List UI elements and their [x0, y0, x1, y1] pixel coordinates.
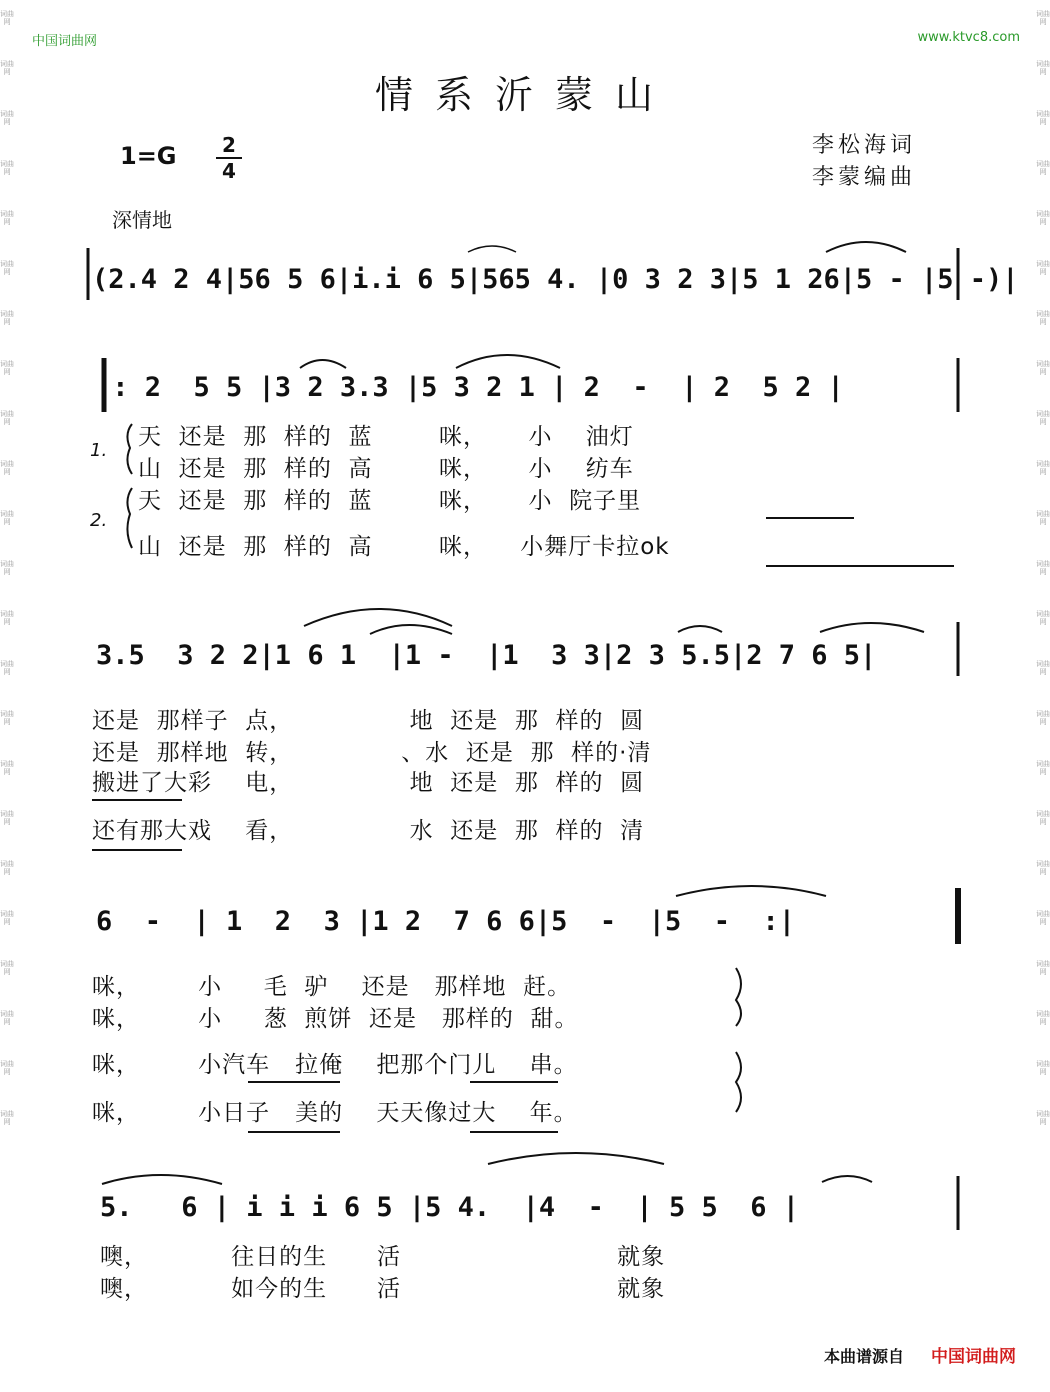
watermark-glyph: 词曲网	[1036, 810, 1050, 826]
watermark-glyph: 词曲网	[1036, 610, 1050, 626]
watermark-glyph: 词曲网	[0, 710, 14, 726]
site-url-right[interactable]: www.ktvc8.com	[917, 30, 1020, 45]
watermark-glyph: 词曲网	[1036, 1060, 1050, 1076]
source-label: 本曲谱源自	[823, 1347, 904, 1366]
watermark-glyph: 词曲网	[0, 510, 14, 526]
lyric-line: 搬进了大彩 电， 地 还是 那 样的 圆	[92, 770, 645, 796]
watermark-glyph: 词曲网	[1036, 910, 1050, 926]
watermark-glyph: 词曲网	[1036, 1010, 1050, 1026]
watermark-glyph: 词曲网	[1036, 160, 1050, 176]
watermark-glyph: 词曲网	[0, 910, 14, 926]
notation-row-1: (2.4 2 4|56 5 6|i.i 6 5|565 4. |0 3 2 3|5 1 26|5 - |5 -)|	[92, 264, 1019, 295]
lyric-line: 还有那大戏 看， 水 还是 那 样的 清	[92, 818, 645, 844]
time-signature-bottom: 4	[222, 159, 236, 183]
site-name-left[interactable]: 中国词曲网	[32, 34, 98, 49]
watermark-glyph: 词曲网	[1036, 1110, 1050, 1126]
lyric-line: 天 还是 那 样的 蓝 咪， 小 院子里	[138, 488, 642, 514]
watermark-glyph: 词曲网	[0, 1010, 14, 1026]
watermark-glyph: 词曲网	[0, 10, 14, 26]
key-signature: 1=G	[120, 142, 177, 170]
watermark-glyph: 词曲网	[0, 660, 14, 676]
watermark-glyph: 词曲网	[0, 360, 14, 376]
watermark-glyph: 词曲网	[0, 110, 14, 126]
watermark-glyph: 词曲网	[1036, 710, 1050, 726]
watermark-glyph: 词曲网	[1036, 360, 1050, 376]
watermark-glyph: 词曲网	[0, 60, 14, 76]
lyric-line: 咪， 小日子 美的 天天像过大 年。	[92, 1100, 578, 1126]
watermark-glyph: 词曲网	[0, 160, 14, 176]
watermark-glyph: 词曲网	[1036, 10, 1050, 26]
watermark-glyph: 词曲网	[1036, 210, 1050, 226]
watermark-glyph: 词曲网	[1036, 960, 1050, 976]
source-site-link[interactable]: 中国词曲网	[931, 1347, 1016, 1367]
watermark-glyph: 词曲网	[0, 310, 14, 326]
watermark-glyph: 词曲网	[1036, 860, 1050, 876]
watermark-glyph: 词曲网	[1036, 660, 1050, 676]
watermark-glyph: 词曲网	[0, 1110, 14, 1126]
song-title: 情系沂蒙山	[374, 73, 675, 117]
tempo-marking: 深情地	[112, 208, 172, 232]
lyricist-credit: 李松海词	[812, 133, 917, 158]
watermark-glyph: 词曲网	[0, 410, 14, 426]
watermark-glyph: 词曲网	[1036, 510, 1050, 526]
composer-credit: 李蒙编曲	[812, 165, 917, 190]
watermark-glyph: 词曲网	[0, 760, 14, 776]
lyric-line: 咪， 小 毛 驴 还是 那样地 赶。	[92, 974, 572, 1000]
watermark-glyph: 词曲网	[1036, 760, 1050, 776]
lyric-line: 山 还是 那 样的 高 咪， 小 纺车	[138, 456, 634, 482]
lyric-line: 还是 那样子 点， 地 还是 那 样的 圆	[92, 708, 645, 734]
watermark-glyph: 词曲网	[0, 460, 14, 476]
lyric-line: 咪， 小汽车 拉俺 把那个门儿 串。	[92, 1052, 578, 1078]
verse-label-1: 1.	[90, 440, 108, 461]
verse-label-2: 2.	[90, 510, 108, 531]
watermark-glyph: 词曲网	[0, 610, 14, 626]
watermark-glyph: 词曲网	[0, 860, 14, 876]
notation-row-5: 5. 6 | i i i 6 5 |5 4. |4 - | 5 5 6 |	[100, 1192, 799, 1223]
lyric-line: 噢， 往日的生 活 就象	[100, 1244, 666, 1270]
watermark-glyph: 词曲网	[0, 810, 14, 826]
watermark-glyph: 词曲网	[0, 210, 14, 226]
watermark-glyph: 词曲网	[0, 260, 14, 276]
lyric-line: 咪， 小 葱 煎饼 还是 那样的 甜。	[92, 1006, 579, 1032]
watermark-glyph: 词曲网	[1036, 310, 1050, 326]
lyric-line: 还是 那样地 转， 、水 还是 那 样的·清	[92, 740, 652, 766]
watermark-glyph: 词曲网	[1036, 60, 1050, 76]
watermark-glyph: 词曲网	[1036, 260, 1050, 276]
watermark-glyph: 词曲网	[0, 1060, 14, 1076]
notation-row-3: 3.5 3 2 2|1 6 1 |1 - |1 3 3|2 3 5.5|2 7 6 5|	[96, 640, 877, 671]
lyric-line: 噢， 如今的生 活 就象	[100, 1276, 666, 1302]
watermark-glyph: 词曲网	[0, 960, 14, 976]
watermark-glyph: 词曲网	[1036, 110, 1050, 126]
watermark-glyph: 词曲网	[1036, 410, 1050, 426]
watermark-glyph: 词曲网	[1036, 560, 1050, 576]
watermark-glyph: 词曲网	[1036, 460, 1050, 476]
watermark-glyph: 词曲网	[0, 560, 14, 576]
time-signature-top: 2	[222, 133, 236, 157]
lyric-line: 山 还是 那 样的 高 咪， 小舞厅卡拉ok	[138, 534, 670, 560]
notation-row-4: 6 - | 1 2 3 |1 2 7 6 6|5 - |5 - :|	[96, 906, 795, 937]
lyric-line: 天 还是 那 样的 蓝 咪， 小 油灯	[138, 424, 634, 450]
notation-row-2: |: 2 5 5 |3 2 3.3 |5 3 2 1 | 2 - | 2 5 2 |	[96, 372, 844, 403]
